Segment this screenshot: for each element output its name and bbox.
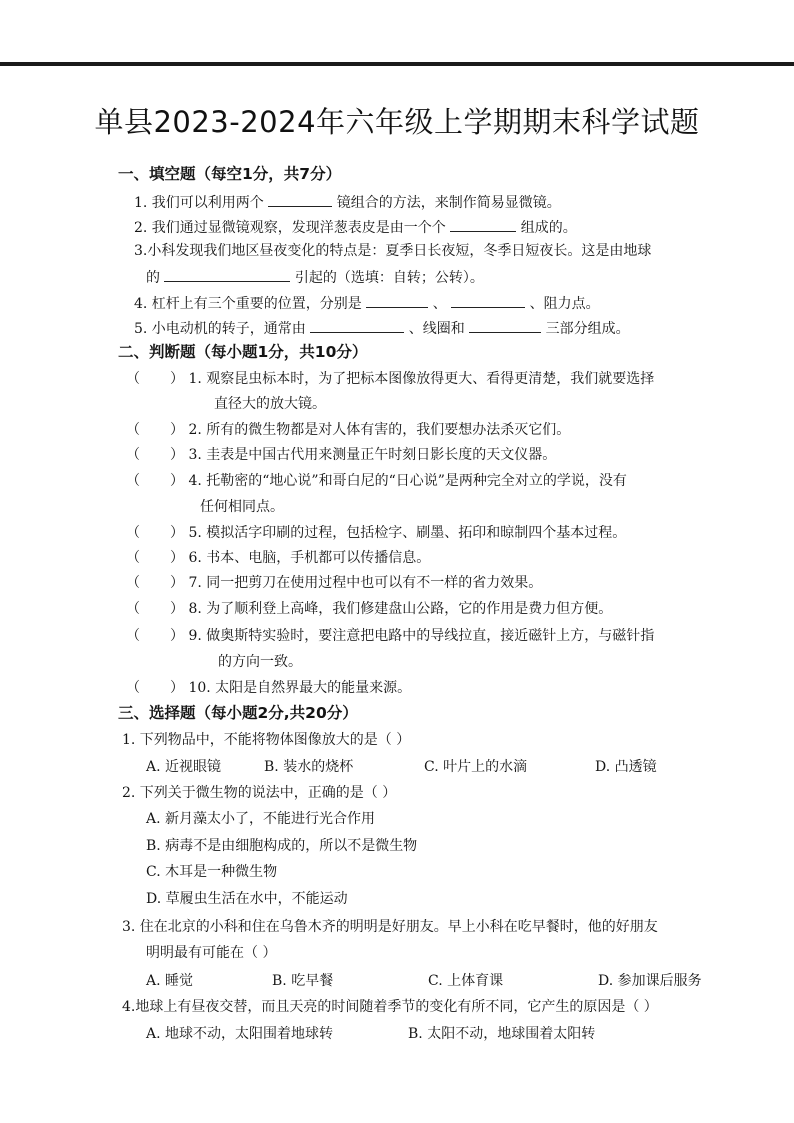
answer-paren[interactable]: （ ） bbox=[126, 371, 184, 387]
tf-question-5 bbox=[126, 524, 626, 542]
mc-q2-option-a[interactable]: A. 新月藻太小了，不能进行光合作用 bbox=[146, 811, 376, 827]
question-text: 7. 同一把剪刀在使用过程中也可以有不一样的省力效果。 bbox=[188, 575, 543, 591]
section-heading-true-false: 二、判断题（每小题1分，共10分） bbox=[118, 343, 368, 361]
fill-question-3-cont bbox=[146, 267, 484, 287]
mc-q1-option-d[interactable]: D. 凸透镜 bbox=[595, 759, 657, 775]
mc-q4-option-a[interactable]: A. 地球不动，太阳围着地球转 bbox=[146, 1026, 334, 1042]
answer-paren[interactable]: （ ） bbox=[126, 680, 184, 696]
question-text: 1. 我们可以利用两个 bbox=[134, 195, 264, 211]
question-text: 组成的。 bbox=[520, 220, 577, 236]
tf-question-9-cont: 的方向一致。 bbox=[218, 654, 302, 670]
question-text: 镜组合的方法，来制作简易显微镜。 bbox=[336, 195, 561, 211]
mc-q1-option-c[interactable]: C. 叶片上的水滴 bbox=[424, 759, 528, 775]
answer-blank[interactable] bbox=[451, 293, 525, 308]
mc-question-4-stem: 4.地球上有昼夜交替，而且天亮的时间随着季节的变化有所不同，它产生的原因是（ ） bbox=[122, 999, 658, 1015]
question-text: 10. 太阳是自然界最大的能量来源。 bbox=[188, 680, 412, 696]
tf-question-6 bbox=[126, 549, 430, 567]
tf-question-4-cont: 任何相同点。 bbox=[200, 499, 284, 515]
question-text: 9. 做奥斯特实验时，要注意把电路中的导线拉直，接近磁针上方，与磁针指 bbox=[188, 628, 655, 644]
mc-q3-option-d[interactable]: D. 参加课后服务 bbox=[598, 973, 702, 989]
mc-q3-option-b[interactable]: B. 吃早餐 bbox=[272, 973, 334, 989]
question-text: 6. 书本、电脑，手机都可以传播信息。 bbox=[188, 550, 431, 566]
mc-question-2-stem: 2. 下列关于微生物的说法中，正确的是（ ） bbox=[122, 785, 397, 801]
question-text: 2. 我们通过显微镜观察，发现洋葱表皮是由一个个 bbox=[134, 220, 446, 236]
mc-q2-option-d[interactable]: D. 草履虫生活在水中，不能运动 bbox=[146, 891, 348, 907]
mc-q2-option-c[interactable]: C. 木耳是一种微生物 bbox=[146, 864, 278, 880]
tf-question-4 bbox=[126, 472, 627, 490]
question-text: 4. 杠杆上有三个重要的位置，分别是 bbox=[134, 296, 362, 312]
answer-paren[interactable]: （ ） bbox=[126, 628, 184, 644]
fill-question-1 bbox=[134, 192, 561, 212]
answer-blank[interactable] bbox=[268, 192, 332, 207]
fill-question-2 bbox=[134, 217, 577, 237]
question-text: 、阻力点。 bbox=[529, 296, 600, 312]
answer-paren[interactable]: （ ） bbox=[126, 550, 184, 566]
mc-q1-option-b[interactable]: B. 装水的烧杯 bbox=[264, 759, 354, 775]
section-heading-multiple-choice: 三、选择题（每小题2分,共20分） bbox=[118, 704, 358, 722]
mc-q4-option-b[interactable]: B. 太阳不动，地球围着太阳转 bbox=[408, 1026, 596, 1042]
tf-question-1 bbox=[126, 370, 654, 388]
tf-question-10 bbox=[126, 679, 411, 697]
answer-blank[interactable] bbox=[450, 217, 516, 232]
question-text: 8. 为了顺利登上高峰，我们修建盘山公路，它的作用是费力但方便。 bbox=[188, 601, 613, 617]
question-text: 三部分组成。 bbox=[545, 321, 630, 337]
tf-question-1-cont: 直径大的放大镜。 bbox=[214, 396, 326, 412]
section-heading-fill-blank: 一、填空题（每空1分，共7分） bbox=[118, 165, 342, 183]
question-text: 2. 所有的微生物都是对人体有害的，我们要想办法杀灭它们。 bbox=[188, 422, 571, 438]
answer-paren[interactable]: （ ） bbox=[126, 422, 184, 438]
tf-question-3 bbox=[126, 446, 556, 464]
answer-paren[interactable]: （ ） bbox=[126, 447, 184, 463]
page-title: 单县2023-2024年六年级上学期期末科学试题 bbox=[94, 105, 700, 139]
fill-question-3: 3.小科发现我们地区昼夜变化的特点是：夏季日长夜短，冬季日短夜长。这是由地球 bbox=[134, 243, 652, 259]
question-text: 的 bbox=[146, 270, 160, 286]
tf-question-8 bbox=[126, 600, 612, 618]
mc-q3-option-c[interactable]: C. 上体育课 bbox=[428, 973, 504, 989]
mc-q1-option-a[interactable]: A. 近视眼镜 bbox=[146, 759, 222, 775]
mc-question-3-stem-cont: 明明最有可能在（ ） bbox=[146, 945, 277, 961]
question-text: 1. 观察昆虫标本时，为了把标本图像放得更大、看得更清楚，我们就要选择 bbox=[188, 371, 655, 387]
answer-paren[interactable]: （ ） bbox=[126, 525, 184, 541]
fill-question-4 bbox=[134, 293, 600, 313]
question-text: 引起的（选填：自转；公转）。 bbox=[294, 270, 484, 286]
fill-question-5 bbox=[134, 318, 630, 338]
header-rule bbox=[0, 62, 794, 66]
mc-q3-option-a[interactable]: A. 睡觉 bbox=[146, 973, 194, 989]
question-text: 、线圈和 bbox=[408, 321, 465, 337]
answer-paren[interactable]: （ ） bbox=[126, 473, 184, 489]
mc-q2-option-b[interactable]: B. 病毒不是由细胞构成的，所以不是微生物 bbox=[146, 838, 418, 854]
mc-question-3-stem: 3. 住在北京的小科和住在乌鲁木齐的明明是好朋友。早上小科在吃早餐时，他的好朋友 bbox=[122, 919, 658, 935]
mc-question-1-stem: 1. 下列物品中，不能将物体图像放大的是（ ） bbox=[122, 732, 411, 748]
question-text: 5. 模拟活字印刷的过程，包括检字、刷墨、拓印和晾制四个基本过程。 bbox=[188, 525, 627, 541]
answer-blank[interactable] bbox=[366, 293, 428, 308]
tf-question-7 bbox=[126, 574, 542, 592]
answer-paren[interactable]: （ ） bbox=[126, 601, 184, 617]
answer-blank[interactable] bbox=[164, 267, 290, 282]
tf-question-9 bbox=[126, 627, 654, 645]
answer-blank[interactable] bbox=[469, 318, 541, 333]
question-text: 3. 圭表是中国古代用来测量正午时刻日影长度的天文仪器。 bbox=[188, 447, 557, 463]
separator: 、 bbox=[432, 296, 447, 312]
question-text: 4. 托勒密的“地心说”和哥白尼的“日心说”是两种完全对立的学说，没有 bbox=[188, 473, 627, 489]
question-text: 5. 小电动机的转子，通常由 bbox=[134, 321, 306, 337]
answer-paren[interactable]: （ ） bbox=[126, 575, 184, 591]
tf-question-2 bbox=[126, 421, 570, 439]
answer-blank[interactable] bbox=[310, 318, 404, 333]
